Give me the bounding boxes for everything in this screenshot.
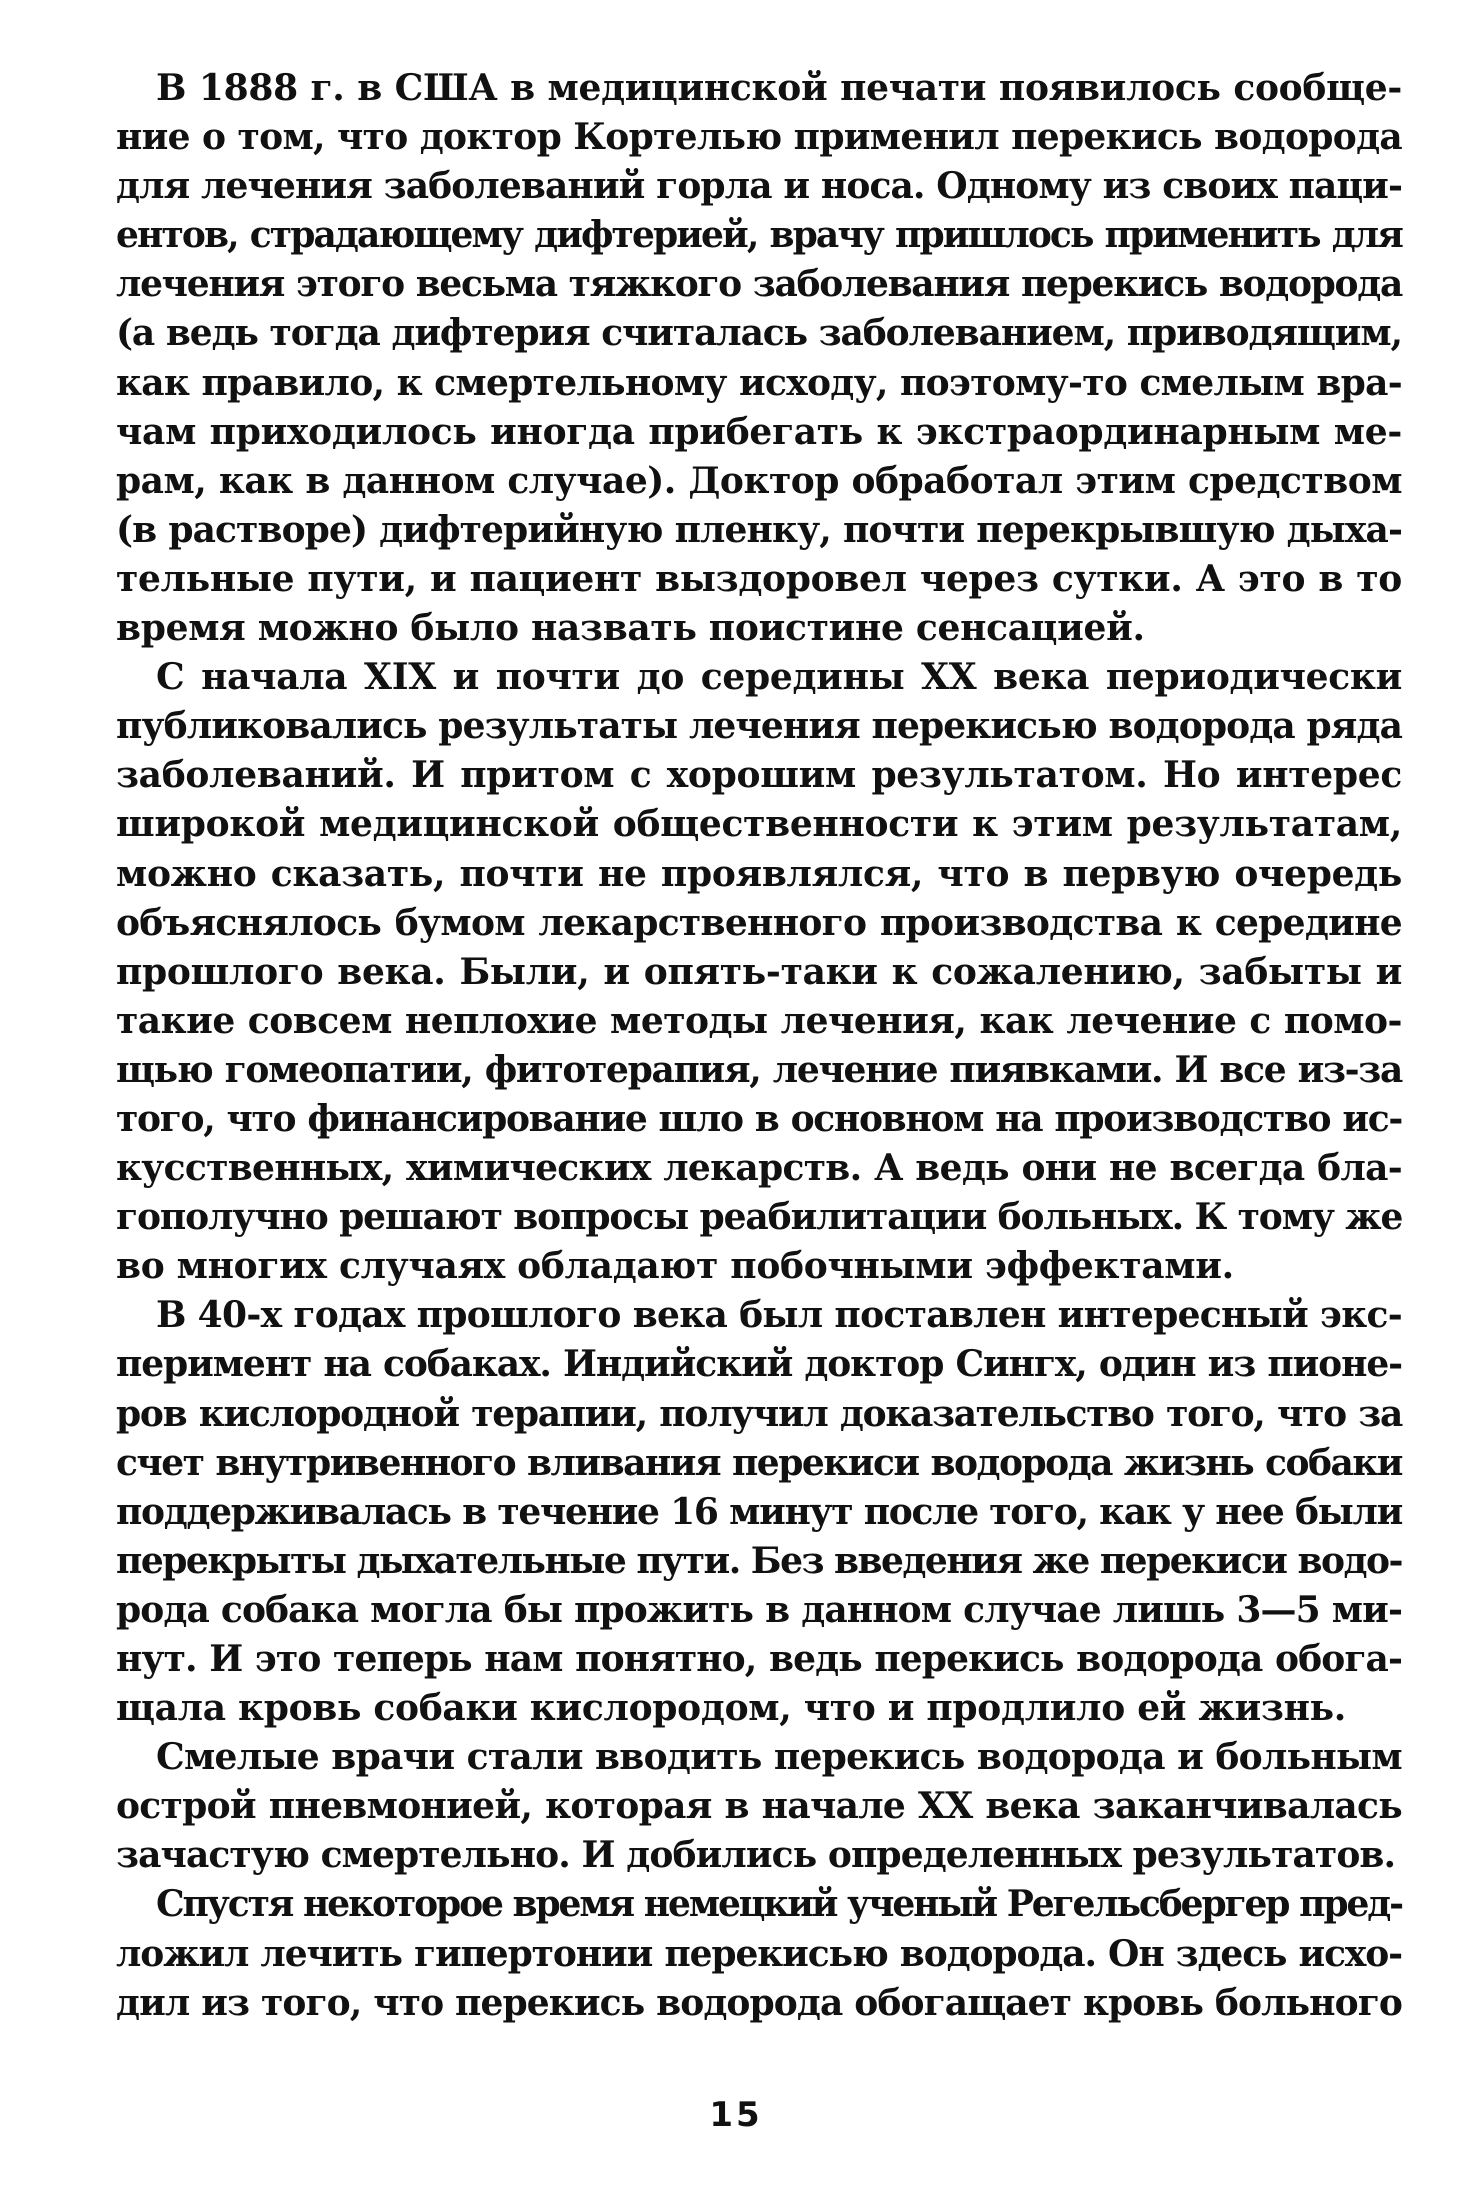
text-line: С начала XIX и почти до середины XX века периодически: [156, 656, 1402, 699]
text-line: лечения этого весьма тяжкого заболевания перекись водорода: [116, 263, 1402, 306]
text-line: кусственных, химических лекарств. А ведь они не всегда бла-: [116, 1147, 1402, 1190]
text-line: такие совсем неплохие методы лечения, как лечение с помо-: [116, 999, 1402, 1042]
text-line: рода собака могла бы прожить в данном случае лишь 3—5 ми-: [116, 1588, 1402, 1631]
text-line: В 40-х годах прошлого века был поставлен интересный экс-: [156, 1294, 1402, 1337]
text-line: Спустя некоторое время немецкий ученый Регельсбергер пред-: [156, 1883, 1402, 1926]
text-line: тельные пути, и пациент выздоровел через сутки. А это в то: [116, 557, 1402, 600]
text-line: поддерживалась в течение 16 минут после того, как у нее были: [116, 1490, 1402, 1533]
text-line: ентов, страдающему дифтерией, врачу пришлось применить для: [116, 214, 1402, 257]
text-line: перекрыты дыхательные пути. Без введения же перекиси водо-: [116, 1539, 1402, 1582]
text-line: В 1888 г. в США в медицинской печати появилось сообще-: [156, 67, 1402, 109]
paragraph: [116, 64, 1402, 653]
paragraph: [116, 1880, 1402, 2027]
text-line: острой пневмонией, которая в начале XX века заканчивалась: [116, 1785, 1402, 1828]
paragraph: [116, 1733, 1402, 1880]
text-line: рам, как в данном случае). Доктор обработал этим средством: [116, 459, 1402, 502]
text-line: ложил лечить гипертонии перекисью водорода. Он здесь исхо-: [116, 1932, 1402, 1975]
text-line: широкой медицинской общественности к этим результатам,: [116, 803, 1402, 846]
text-line: перимент на собаках. Индийский доктор Сингх, один из пионе-: [116, 1343, 1402, 1386]
text-line: ние о том, что доктор Кортелью применил перекись водорода: [116, 116, 1402, 159]
text-line: время можно было назвать поистине сенсацией.: [116, 607, 1145, 650]
text-line: (в растворе) дифтерийную пленку, почти перекрывшую дыха-: [116, 508, 1402, 551]
text-line: гополучно решают вопросы реабилитации больных. К тому же: [116, 1196, 1403, 1239]
text-line: дил из того, что перекись водорода обогащает кровь больного: [116, 1981, 1402, 2024]
paragraph: [116, 1291, 1402, 1733]
text-line: заболеваний. И притом с хорошим результатом. Но интерес: [116, 754, 1402, 797]
page-number: 15: [709, 2095, 763, 2135]
text-line: щала кровь собаки кислородом, что и продлило ей жизнь.: [116, 1687, 1346, 1730]
text-line: щью гомеопатии, фитотерапия, лечение пиявками. И все из-за: [116, 1048, 1402, 1091]
text-line: (а ведь тогда дифтерия считалась заболеванием, приводящим,: [116, 312, 1402, 355]
text-line: счет внутривенного вливания перекиси водорода жизнь собаки: [116, 1441, 1402, 1484]
text-line: прошлого века. Были, и опять-таки к сожалению, забыты и: [116, 950, 1402, 993]
text-line: публиковались результаты лечения перекисью водорода ряда: [116, 705, 1402, 748]
text-line: нут. И это теперь нам понятно, ведь перекись водорода обога-: [116, 1638, 1402, 1680]
text-line: объяснялось бумом лекарственного производства к середине: [116, 901, 1402, 944]
text-line: во многих случаях обладают побочными эффектами.: [116, 1245, 1234, 1288]
text-line: ров кислородной терапии, получил доказательство того, что за: [116, 1392, 1402, 1435]
text-line: зачастую смертельно. И добились определенных результатов.: [116, 1834, 1396, 1877]
text-line: чам приходилось иногда прибегать к экстраординарным ме-: [116, 410, 1402, 453]
text-line: можно сказать, почти не проявлялся, что в первую очередь: [116, 852, 1402, 895]
text-line: для лечения заболеваний горла и носа. Одному из своих паци-: [116, 165, 1402, 208]
text-line: того, что финансирование шло в основном на производство ис-: [116, 1097, 1402, 1140]
text-line: как правило, к смертельному исходу, поэтому-то смелым вра-: [116, 361, 1402, 404]
text-line: Смелые врачи стали вводить перекись водорода и больным: [156, 1736, 1402, 1779]
body-text: [116, 64, 1402, 2028]
paragraph: [116, 653, 1402, 1291]
